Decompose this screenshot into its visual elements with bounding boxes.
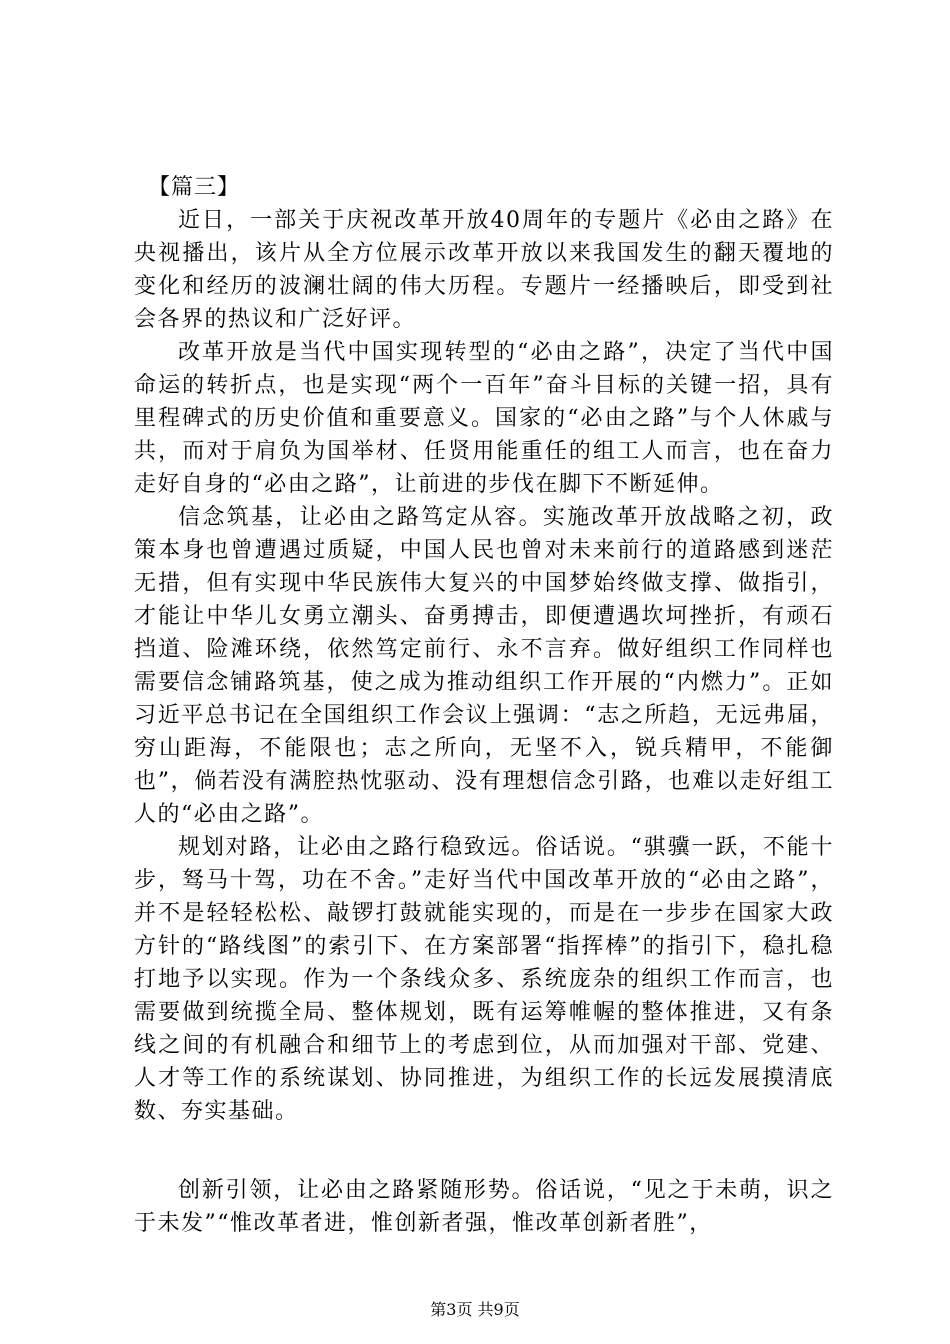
- section-heading: 【篇三】: [148, 175, 241, 200]
- document-body: [134, 171, 834, 1240]
- paragraph-reform-path: 改革开放是当代中国实现转型的“必由之路”，决定了当代中国命运的转折点，也是实现“两个一百年”奋斗目标的关键一招，具有里程碑式的历史价值和重要意义。国家的“必由之路”与个人休戚与共，而对于肩负为国举材、任贤用能重任的组工人而言，也在奋力走好自身的“必由之路”，让前进的步伐在脚下不断延伸。: [134, 340, 834, 497]
- paragraph-belief-foundation: 信念筑基，让必由之路笃定从容。实施改革开放战略之初，政策本身也曾遭遇过质疑，中国人民也曾对未来前行的道路感到迷茫无措，但有实现中华民族伟大复兴的中国梦始终做支撑、做指引，才能让中华儿女勇立潮头、奋勇搏击，即便遭遇坎坷挫折，有顽石挡道、险滩环绕，依然笃定前行、永不言弃。做好组织工作同样也需要信念铺路筑基，使之成为推动组织工作开展的“内燃力”。正如习近平总书记在全国组织工作会议上强调：“志之所趋，无远弗届，穷山距海，不能限也；志之所向，无坚不入，锐兵精甲，不能御也”，倘若没有满腔热忱驱动、没有理想信念引路，也难以走好组工人的“必由之路”。: [134, 505, 834, 827]
- paragraph-gap: [134, 1128, 834, 1174]
- paragraph-innovation: 创新引领，让必由之路紧随形势。俗话说，“见之于未萌，识之于未发”“惟改革者进，惟创新者强，惟改革创新者胜”，: [134, 1178, 834, 1236]
- page-footer: 第3页 共9页: [430, 1300, 520, 1319]
- paragraph-planning: 规划对路，让必由之路行稳致远。俗话说。“骐骥一跃，不能十步，驽马十驾，功在不舍。”走好当代中国改革开放的“必由之路”，并不是轻轻松松、敲锣打鼓就能实现的，而是在一步步在国家大政方针的“路线图”的索引下、在方案部署“指挥棒”的指引下，稳扎稳打地予以实现。作为一个条线众多、系统庞杂的组织工作而言，也需要做到统揽全局、整体规划，既有运筹帷幄的整体推进，又有条线之间的有机融合和细节上的考虑到位，从而加强对干部、党建、人才等工作的系统谋划、协同推进，为组织工作的长远发展摸清底数、夯实基础。: [134, 835, 834, 1124]
- paragraph-intro: 近日，一部关于庆祝改革开放40周年的专题片《必由之路》在央视播出，该片从全方位展示改革开放以来我国发生的翻天覆地的变化和经历的波澜壮阔的伟大历程。专题片一经播映后，即受到社会各界的热议和广泛好评。: [134, 208, 834, 332]
